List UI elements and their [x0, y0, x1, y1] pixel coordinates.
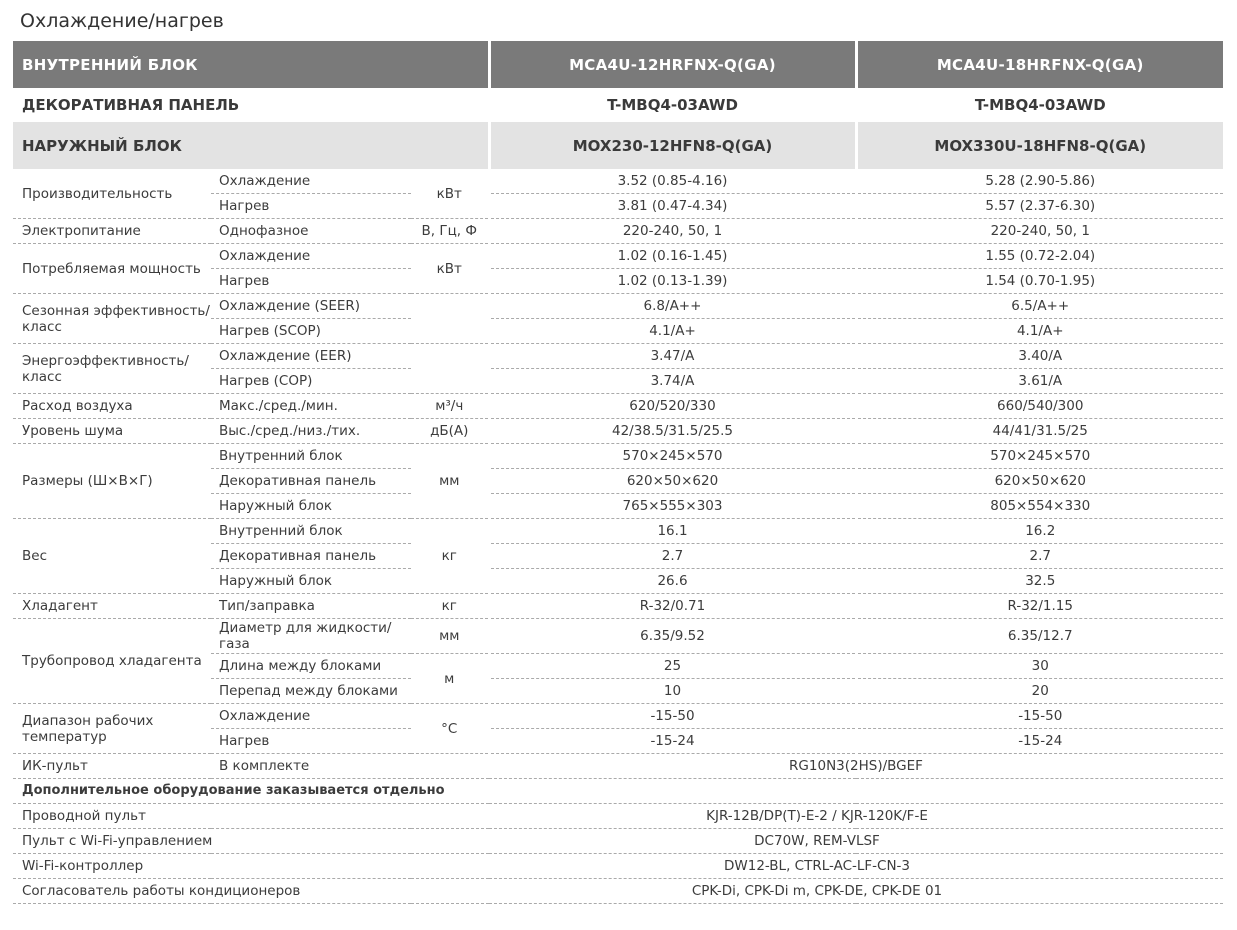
- value-cell: 16.2: [856, 519, 1223, 544]
- sub-label: Длина между блоками: [211, 654, 411, 679]
- value-cell: 44/41/31.5/25: [856, 419, 1223, 444]
- value-cell: 1.55 (0.72-2.04): [856, 244, 1223, 269]
- sub-label: Перепад между блоками: [211, 679, 411, 704]
- table-row: [13, 754, 1223, 779]
- value-cell: 620×50×620: [489, 469, 856, 494]
- value-cell: -15-50: [856, 704, 1223, 729]
- panel-model-2: T-MBQ4-03AWD: [856, 88, 1223, 122]
- panel-model-1: T-MBQ4-03AWD: [489, 88, 856, 122]
- param-label: Электропитание: [13, 219, 211, 244]
- value-cell: 3.81 (0.47-4.34): [489, 194, 856, 219]
- param-label: Диапазон рабочих температур: [13, 704, 211, 754]
- unit-label: м³/ч: [411, 394, 489, 419]
- sub-label: Нагрев: [211, 194, 411, 219]
- table-row: [13, 619, 1223, 654]
- indoor-model-1: MCA4U-12HRFNX-Q(GA): [489, 41, 856, 88]
- value-cell: 5.57 (2.37-6.30): [856, 194, 1223, 219]
- value-cell: 805×554×330: [856, 494, 1223, 519]
- table-row: [13, 444, 1223, 469]
- table-row: [13, 344, 1223, 369]
- value-cell: DC70W, REM-VLSF: [411, 829, 1223, 854]
- outdoor-model-2: MOX330U-18HFN8-Q(GA): [856, 122, 1223, 169]
- param-label: Энергоэффективность/ класс: [13, 344, 211, 394]
- sub-label: Охлаждение: [211, 169, 411, 194]
- param-label: Трубопровод хладагента: [13, 619, 211, 704]
- value-cell: 1.02 (0.13-1.39): [489, 269, 856, 294]
- indoor-label: ВНУТРЕННИЙ БЛОК: [13, 41, 489, 88]
- unit-label: кг: [411, 519, 489, 594]
- value-cell: 20: [856, 679, 1223, 704]
- value-cell: -15-24: [856, 729, 1223, 754]
- spec-table: [13, 41, 1223, 904]
- sub-label: Охлаждение: [211, 704, 411, 729]
- sub-label: Диаметр для жидкости/ газа: [211, 619, 411, 654]
- value-cell: 220-240, 50, 1: [489, 219, 856, 244]
- unit-label: кВт: [411, 169, 489, 219]
- table-row: [13, 594, 1223, 619]
- value-cell: 3.40/A: [856, 344, 1223, 369]
- value-cell: 3.61/A: [856, 369, 1223, 394]
- value-cell: 220-240, 50, 1: [856, 219, 1223, 244]
- value-cell: 32.5: [856, 569, 1223, 594]
- unit-label: м: [411, 654, 489, 704]
- value-cell: 4.1/A+: [856, 319, 1223, 344]
- value-cell: 3.74/A: [489, 369, 856, 394]
- value-cell: -15-50: [489, 704, 856, 729]
- value-cell: 6.35/9.52: [489, 619, 856, 654]
- sub-label: Внутренний блок: [211, 519, 411, 544]
- value-cell: 25: [489, 654, 856, 679]
- value-cell: 1.54 (0.70-1.95): [856, 269, 1223, 294]
- value-cell: 765×555×303: [489, 494, 856, 519]
- value-cell: 1.02 (0.16-1.45): [489, 244, 856, 269]
- outdoor-model-1: MOX230-12HFN8-Q(GA): [489, 122, 856, 169]
- value-cell: 10: [489, 679, 856, 704]
- value-cell: CPK-Di, CPK-Di m, CPK-DE, CPK-DE 01: [411, 879, 1223, 904]
- unit-label: [411, 754, 489, 779]
- table-row: [13, 219, 1223, 244]
- table-row: [13, 879, 1223, 904]
- sub-label: Охлаждение (EER): [211, 344, 411, 369]
- value-cell: 3.52 (0.85-4.16): [489, 169, 856, 194]
- table-row: [13, 394, 1223, 419]
- table-row: [13, 829, 1223, 854]
- value-cell: 570×245×570: [489, 444, 856, 469]
- value-cell: R-32/0.71: [489, 594, 856, 619]
- sub-label: Нагрев: [211, 729, 411, 754]
- sub-label: Однофазное: [211, 219, 411, 244]
- unit-label: мм: [411, 444, 489, 519]
- value-cell: 660/540/300: [856, 394, 1223, 419]
- sub-label: Наружный блок: [211, 494, 411, 519]
- param-label: Хладагент: [13, 594, 211, 619]
- unit-label: [411, 294, 489, 344]
- unit-label: °C: [411, 704, 489, 754]
- value-cell: 6.35/12.7: [856, 619, 1223, 654]
- header-outdoor-row: [13, 122, 1223, 169]
- sub-label: Нагрев (SCOP): [211, 319, 411, 344]
- param-label: Размеры (Ш×В×Г): [13, 444, 211, 519]
- section-heading: Дополнительное оборудование заказывается отдельно: [13, 779, 1223, 804]
- value-cell: 6.8/A++: [489, 294, 856, 319]
- value-cell: 620/520/330: [489, 394, 856, 419]
- unit-label: кг: [411, 594, 489, 619]
- indoor-model-2: MCA4U-18HRFNX-Q(GA): [856, 41, 1223, 88]
- value-cell: 6.5/A++: [856, 294, 1223, 319]
- table-row: [13, 419, 1223, 444]
- sub-label: Внутренний блок: [211, 444, 411, 469]
- param-label: Пульт с Wi-Fi-управлением: [13, 829, 411, 854]
- param-label: Сезонная эффективность/класс: [13, 294, 211, 344]
- panel-label: ДЕКОРАТИВНАЯ ПАНЕЛЬ: [13, 88, 489, 122]
- table-row: [13, 779, 1223, 804]
- value-cell: KJR-12B/DP(T)-E-2 / KJR-120K/F-E: [411, 804, 1223, 829]
- unit-label: кВт: [411, 244, 489, 294]
- sub-label: Нагрев: [211, 269, 411, 294]
- value-cell: 4.1/A+: [489, 319, 856, 344]
- value-cell: 2.7: [489, 544, 856, 569]
- value-cell: 30: [856, 654, 1223, 679]
- unit-label: В, Гц, Ф: [411, 219, 489, 244]
- table-row: [13, 704, 1223, 729]
- header-panel-row: [13, 88, 1223, 122]
- param-label: Производительность: [13, 169, 211, 219]
- sub-label: Тип/заправка: [211, 594, 411, 619]
- sub-label: Наружный блок: [211, 569, 411, 594]
- table-row: [13, 854, 1223, 879]
- sub-label: Декоративная панель: [211, 469, 411, 494]
- table-row: [13, 519, 1223, 544]
- sub-label: Выс./сред./низ./тих.: [211, 419, 411, 444]
- param-label: Вес: [13, 519, 211, 594]
- param-label: Согласователь работы кондиционеров: [13, 879, 411, 904]
- unit-label: мм: [411, 619, 489, 654]
- unit-label: [411, 344, 489, 394]
- value-cell: -15-24: [489, 729, 856, 754]
- table-row: [13, 294, 1223, 319]
- value-cell: 570×245×570: [856, 444, 1223, 469]
- value-cell: 2.7: [856, 544, 1223, 569]
- page-title: Охлаждение/нагрев: [20, 10, 224, 32]
- value-cell: DW12-BL, CTRL-AC-LF-CN-3: [411, 854, 1223, 879]
- sub-label: Декоративная панель: [211, 544, 411, 569]
- sub-label: Охлаждение (SEER): [211, 294, 411, 319]
- param-label: Расход воздуха: [13, 394, 211, 419]
- table-row: [13, 804, 1223, 829]
- param-label: Потребляемая мощность: [13, 244, 211, 294]
- outdoor-label: НАРУЖНЫЙ БЛОК: [13, 122, 489, 169]
- value-cell: 620×50×620: [856, 469, 1223, 494]
- sub-label: Нагрев (COP): [211, 369, 411, 394]
- param-label: ИК-пульт: [13, 754, 211, 779]
- value-cell: 16.1: [489, 519, 856, 544]
- param-label: Wi-Fi-контроллер: [13, 854, 411, 879]
- value-cell: 26.6: [489, 569, 856, 594]
- unit-label: дБ(А): [411, 419, 489, 444]
- value-cell: 5.28 (2.90-5.86): [856, 169, 1223, 194]
- sub-label: Охлаждение: [211, 244, 411, 269]
- param-label: Проводной пульт: [13, 804, 411, 829]
- table-row: [13, 169, 1223, 194]
- value-cell: 3.47/A: [489, 344, 856, 369]
- table-row: [13, 244, 1223, 269]
- value-cell: 42/38.5/31.5/25.5: [489, 419, 856, 444]
- header-indoor-row: [13, 41, 1223, 88]
- value-cell: RG10N3(2HS)/BGEF: [489, 754, 1223, 779]
- sub-label: Макс./сред./мин.: [211, 394, 411, 419]
- param-label: Уровень шума: [13, 419, 211, 444]
- sub-label: В комплекте: [211, 754, 411, 779]
- value-cell: R-32/1.15: [856, 594, 1223, 619]
